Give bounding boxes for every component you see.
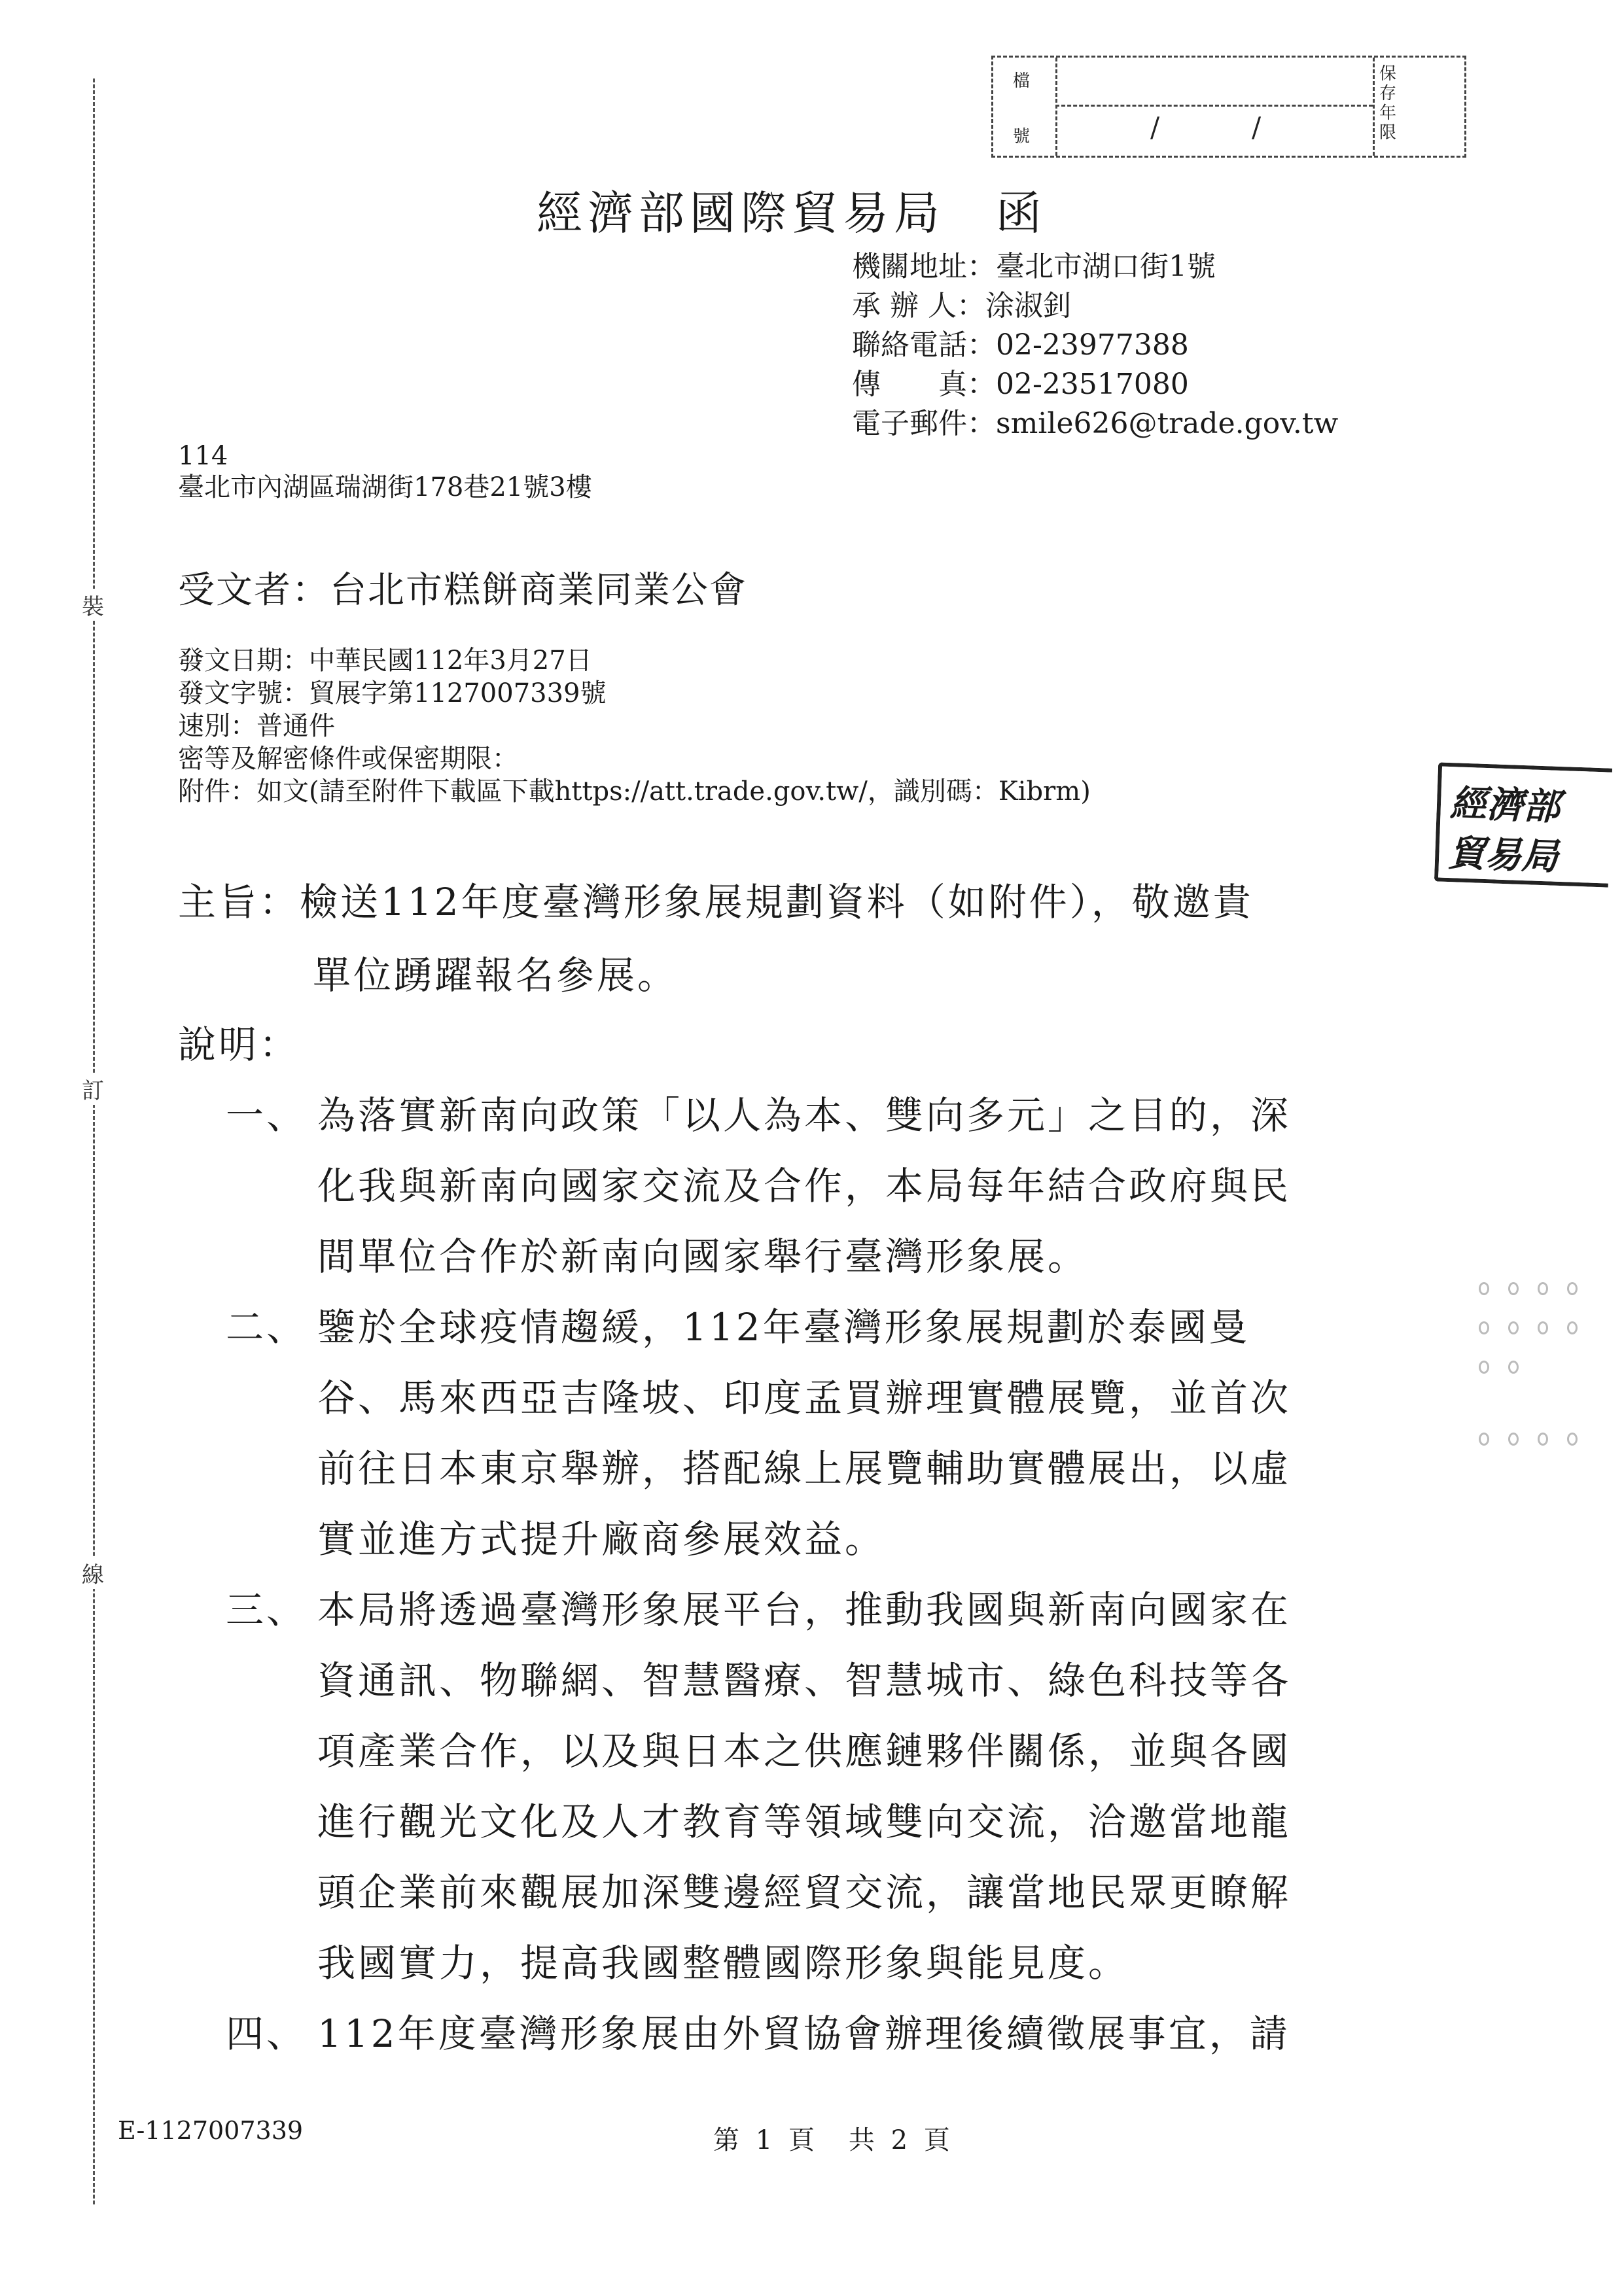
subject-line: 主旨：檢送112年度臺灣形象展規劃資料（如附件），敬邀貴 [178,880,1254,924]
retention-label: 保存年限 [1379,64,1397,143]
document-number: 發文字號：貿展字第1127007339號 [178,678,607,708]
item-line: 項產業合作，以及與日本之供應鏈夥伴關係，並與各國 [317,1729,1292,1773]
recipient: 受文者：台北市糕餅商業同業公會 [178,569,747,612]
item-line: 頭企業前來觀展加深雙邊經貿交流，讓當地民眾更瞭解 [317,1870,1292,1915]
handler: 承 辦 人：涂淑釗 [852,289,1072,322]
file-slash: / [1150,111,1160,143]
item-line: 進行觀光文化及人才教育等領域雙向交流，洽邀當地龍 [317,1800,1292,1844]
item-line: 間單位合作於新南向國家舉行臺灣形象展。 [317,1234,1089,1279]
item-line: 為落實新南向政策「以人為本、雙向多元」之目的，深 [317,1093,1292,1138]
file-label: 檔 [1013,71,1031,91]
binding-mark: 訂 [79,1073,107,1105]
page-indicator: 第 1 頁 共 2 頁 [713,2125,954,2155]
item-line: 112年度臺灣形象展由外貿協會辦理後續徵展事宜，請 [317,2011,1290,2056]
delivery-speed: 速別：普通件 [178,711,335,741]
item-line: 實並進方式提升廠商參展效益。 [317,1517,886,1561]
document-title: 經濟部國際貿易局 函 [537,186,1047,240]
item-marker: 三、 [226,1588,308,1632]
item-line: 前往日本東京舉辦，搭配線上展覽輔助實體展出，以虛 [317,1446,1292,1491]
issue-date: 發文日期：中華民國112年3月27日 [178,646,592,676]
item-line: 資通訊、物聯網、智慧醫療、智慧城市、綠色科技等各 [317,1658,1292,1703]
phone: 聯絡電話：02-23977388 [852,328,1189,362]
item-line: 鑒於全球疫情趨緩，112年臺灣形象展規劃於泰國曼 [317,1305,1250,1349]
binding-mark: 裝 [79,589,107,621]
fax: 傳 真：02-23517080 [852,368,1189,401]
file-number-box [991,56,1466,158]
item-marker: 二、 [226,1305,308,1349]
item-line: 化我與新南向國家交流及合作，本局每年結合政府與民 [317,1164,1292,1208]
item-line: 谷、馬來西亞吉隆坡、印度孟買辦理實體展覽，並首次 [317,1376,1292,1420]
item-line: 我國實力，提高我國整體國際形象與能見度。 [317,1941,1129,1985]
secrecy-level: 密等及解密條件或保密期限： [178,744,518,774]
item-marker: 四、 [226,2011,308,2056]
document-code: E-1127007339 [118,2116,304,2145]
item-line: 本局將透過臺灣形象展平台，推動我國與新南向國家在 [317,1588,1292,1632]
email: 電子郵件：smile626@trade.gov.tw [852,407,1339,440]
number-label: 號 [1013,127,1031,147]
binding-line [93,78,95,2204]
postal-code: 114 [178,441,228,471]
item-marker: 一、 [226,1093,308,1138]
subject-line: 單位踴躍報名參展。 [313,953,679,998]
agency-seal: 經濟部 貿易局 [1434,762,1612,887]
punch-hole-marks [1472,1282,1590,1478]
binding-mark: 線 [79,1557,107,1589]
attachment: 附件：如文(請至附件下載區下載https://att.trade.gov.tw/，識別碼：Kibrm) [178,776,1091,807]
file-slash: / [1252,111,1262,143]
explanation-heading: 說明： [178,1022,300,1067]
agency-address: 機關地址：臺北市湖口街1號 [852,250,1216,283]
recipient-address: 臺北市內湖區瑞湖街178巷21號3樓 [178,472,592,502]
